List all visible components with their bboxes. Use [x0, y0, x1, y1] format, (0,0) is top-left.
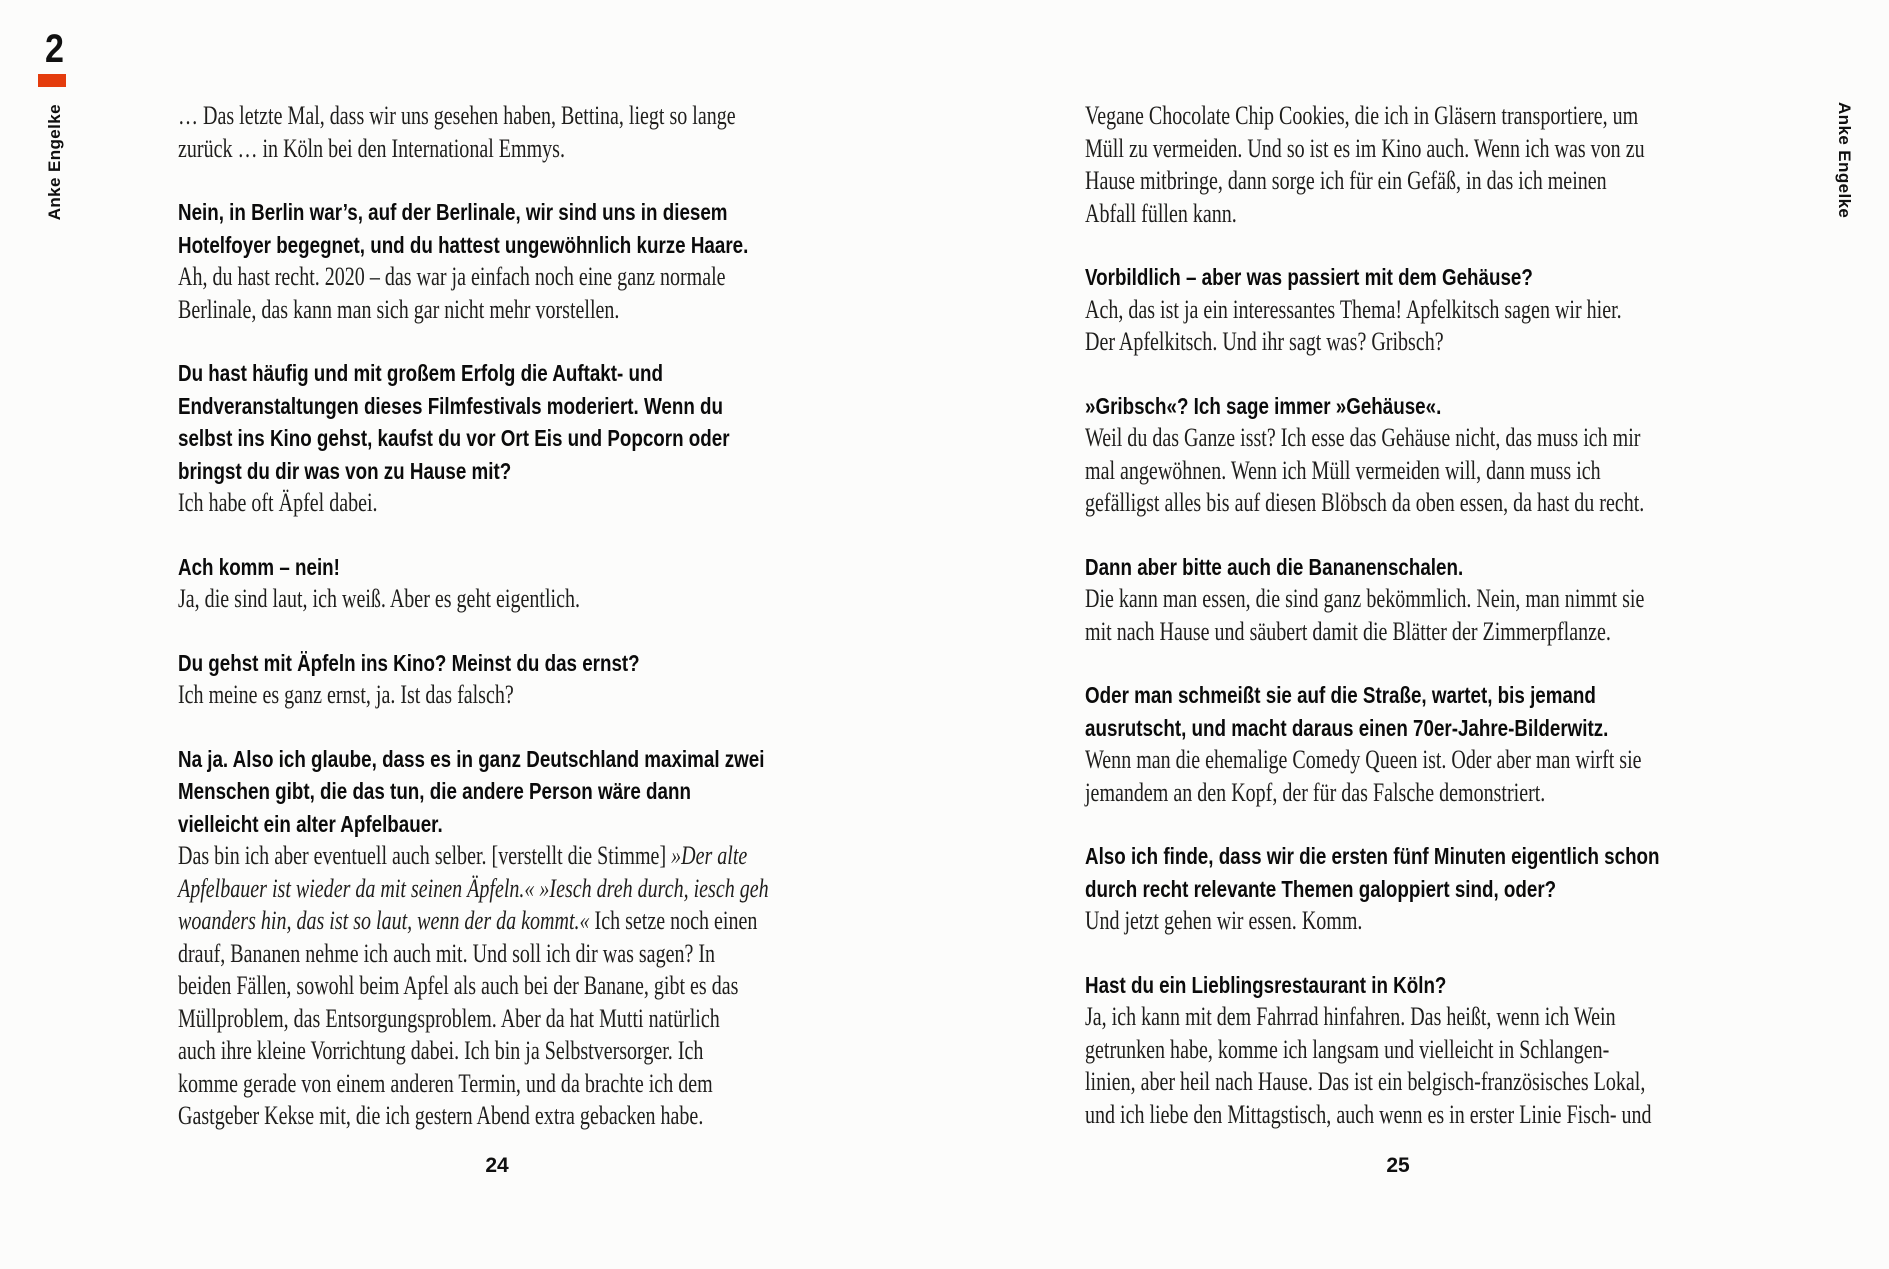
interview-question-line [178, 390, 723, 423]
interview-answer-line [1085, 422, 1641, 455]
interview-answer-line [1085, 294, 1622, 327]
interview-answer-line [1085, 744, 1642, 777]
text-run: Ja, ich kann mit dem Fahrrad hinfahren. Das heißt, wenn ich Wein [1085, 1002, 1616, 1031]
interview-answer-line [178, 679, 677, 712]
text-run: getrunken habe, komme ich langsam und vielleicht in Schlangen- [1085, 1034, 1610, 1064]
text-run: Ach, das ist ja ein interessantes Thema! Apfelkitsch sagen wir hier. [1085, 294, 1622, 324]
interview-question-line [178, 455, 696, 488]
text-run: zurück … in Köln bei den International Emmys. [178, 133, 565, 163]
paragraph [178, 357, 826, 520]
interview-answer-line [178, 873, 769, 906]
text-run: Ja, die sind laut, ich weiß. Aber es geht eigentlich. [178, 584, 580, 613]
interview-question-line [178, 196, 728, 229]
text-run: Das bin ich aber eventuell auch selber. [verstellt die Stimme] [178, 841, 672, 870]
text-run: ausrutscht, und macht daraus einen 70er-Jahre-Bilderwitz. [1085, 714, 1609, 741]
paragraph [1085, 840, 1737, 938]
interview-answer-line [1085, 133, 1645, 166]
interview-answer-line [178, 100, 736, 133]
interview-answer-line [1085, 198, 1587, 231]
text-run: Also ich finde, dass wir die ersten fünf Minuten eigentlich schon [1085, 843, 1660, 869]
interview-question-line [1085, 712, 1607, 745]
interview-question-line [1085, 551, 1607, 584]
text-run: Ah, du hast recht. 2020 – das war ja einfach noch eine ganz normale [178, 262, 726, 291]
interview-answer-line [178, 905, 758, 938]
paragraph [1085, 390, 1737, 520]
text-run: mal angewöhnen. Wenn ich Müll vermeiden will, dann muss ich [1085, 455, 1601, 485]
interview-answer-line [178, 583, 677, 616]
page-number-right: 25 [1386, 1154, 1410, 1177]
interview-answer-line [1085, 1001, 1616, 1034]
paragraph [1085, 551, 1737, 649]
margin-label-right: Anke Engelke [1835, 102, 1854, 219]
interview-answer-line [1085, 1066, 1646, 1099]
text-run: Müllproblem, das Entsorgungsproblem. Aber da hat Mutti natürlich [178, 1003, 720, 1033]
text-run: Ach komm – nein! [178, 553, 340, 580]
paragraph [1085, 261, 1737, 359]
italic-text-run: woanders hin, das ist so laut, wenn der da kommt.« [178, 906, 590, 935]
text-run: Der Apfelkitsch. Und ihr sagt was? Gribsch? [1085, 327, 1444, 356]
page-25-text-column [1085, 100, 1737, 1131]
text-run: Hast du ein Lieblingsrestaurant in Köln? [1085, 971, 1447, 998]
paragraph [1085, 100, 1737, 230]
interview-question-line [178, 422, 730, 455]
text-run: selbst ins Kino gehst, kaufst du vor Ort Eis und Popcorn oder [178, 425, 730, 451]
interview-answer-line [178, 294, 677, 327]
text-run: bringst du dir was von zu Hause mit? [178, 457, 512, 484]
text-run: Vegane Chocolate Chip Cookies, die ich in Gläsern transportiere, um [1085, 101, 1639, 130]
interview-question-line [1085, 261, 1607, 294]
interview-question-line [178, 647, 696, 680]
paragraph [178, 100, 826, 165]
italic-text-run: »Der alte [671, 841, 748, 870]
text-run: Ich habe oft Äpfel dabei. [178, 488, 378, 517]
interview-answer-line [1085, 455, 1601, 488]
text-run: gefälligst alles bis auf diesen Blöbsch da oben essen, da hast du recht. [1085, 488, 1645, 517]
paragraph [178, 196, 826, 326]
interview-answer-line [1085, 165, 1607, 198]
interview-answer-line [1085, 1034, 1610, 1067]
interview-answer-line [178, 1100, 704, 1133]
text-run: Du gehst mit Äpfeln ins Kino? Meinst du das ernst? [178, 649, 640, 676]
text-run: Endveranstaltungen dieses Filmfestivals moderiert. Wenn du [178, 392, 723, 419]
text-run: Und jetzt gehen wir essen. Komm. [1085, 906, 1363, 935]
text-run: Oder man schmeißt sie auf die Straße, wartet, bis jemand [1085, 682, 1596, 708]
text-run: vielleicht ein alter Apfelbauer. [178, 810, 443, 837]
interview-question-line [178, 743, 765, 776]
interview-answer-line [1085, 616, 1611, 649]
interview-answer-line [178, 970, 739, 1003]
margin-label-left: Anke Engelke [45, 104, 64, 221]
interview-answer-line [1085, 487, 1645, 520]
interview-question-line [178, 808, 696, 841]
text-run: drauf, Bananen nehme ich auch mit. Und soll ich dir was sagen? In [178, 938, 716, 968]
paragraph [178, 551, 826, 616]
page-number-left: 24 [485, 1154, 509, 1177]
interview-answer-line [1085, 100, 1639, 133]
interview-answer-line [1085, 326, 1587, 359]
text-run: Weil du das Ganze isst? Ich esse das Gehäuse nicht, das muss ich mir [1085, 423, 1641, 452]
interview-answer-line [1085, 905, 1587, 938]
interview-question-line [1085, 390, 1607, 423]
text-run: Hause mitbringe, dann sorge ich für ein Gefäß, in das ich meinen [1085, 166, 1607, 195]
interview-question-line [1085, 969, 1607, 1002]
text-run: Abfall füllen kann. [1085, 198, 1237, 228]
text-run: Du hast häufig und mit großem Erfolg die Auftakt- und [178, 360, 663, 386]
text-run: Ich meine es ganz ernst, ja. Ist das falsch? [178, 680, 514, 709]
paragraph [178, 743, 826, 1133]
interview-answer-line [1085, 583, 1645, 616]
text-run: Berlinale, das kann man sich gar nicht mehr vorstellen. [178, 294, 620, 324]
interview-answer-line [178, 133, 677, 166]
text-run: linien, aber heil nach Hause. Das ist ein belgisch-französisches Lokal, [1085, 1067, 1646, 1096]
interview-answer-line [178, 1068, 713, 1101]
text-run: und ich liebe den Mittagstisch, auch wenn es in erster Linie Fisch- und [1085, 1099, 1652, 1129]
paragraph [178, 647, 826, 712]
interview-answer-line [178, 487, 677, 520]
text-run: Ich setze noch einen [589, 906, 758, 935]
text-run: Nein, in Berlin war’s, auf der Berlinale, wir sind uns in diesem [178, 199, 728, 225]
interview-question-line [1085, 679, 1607, 712]
chapter-accent-bar [38, 74, 66, 87]
interview-answer-line [178, 261, 726, 294]
text-run: Müll zu vermeiden. Und so ist es im Kino auch. Wenn ich was von zu [1085, 133, 1645, 163]
interview-question-line [178, 775, 696, 808]
interview-answer-line [178, 1035, 704, 1068]
text-run: Na ja. Also ich glaube, dass es in ganz Deutschland maximal zwei [178, 745, 765, 772]
text-run: durch recht relevante Themen galoppiert sind, oder? [1085, 875, 1557, 902]
text-run: Hotelfoyer begegnet, und du hattest ungewöhnlich kurze Haare. [178, 231, 749, 258]
interview-answer-line [178, 938, 716, 971]
text-run: jemandem an den Kopf, der für das Falsche demonstriert. [1085, 777, 1546, 807]
text-run: Wenn man die ehemalige Comedy Queen ist. Oder aber man wirft sie [1085, 745, 1642, 774]
interview-question-line [178, 229, 749, 262]
text-run: mit nach Hause und säubert damit die Blätter der Zimmerpflanze. [1085, 616, 1611, 646]
text-run: auch ihre kleine Vorrichtung dabei. Ich bin ja Selbstversorger. Ich [178, 1036, 704, 1065]
chapter-number: 2 [45, 27, 64, 71]
text-run: beiden Fällen, sowohl beim Apfel als auch bei der Banane, gibt es das [178, 971, 739, 1000]
interview-question-line [1085, 840, 1660, 873]
interview-answer-line [178, 1003, 720, 1036]
text-run: Die kann man essen, die sind ganz bekömmlich. Nein, man nimmt sie [1085, 584, 1645, 613]
page-24-text-column [178, 100, 826, 1133]
text-run: … Das letzte Mal, dass wir uns gesehen haben, Bettina, liegt so lange [178, 101, 736, 130]
interview-question-line [178, 551, 696, 584]
paragraph [1085, 679, 1737, 809]
interview-answer-line [1085, 777, 1587, 810]
interview-question-line [178, 357, 696, 390]
interview-answer-line [178, 840, 748, 873]
interview-question-line [1085, 873, 1607, 906]
italic-text-run: Apfelbauer ist wieder da mit seinen Äpfeln.« »Iesch dreh durch, iesch geh [178, 873, 769, 903]
text-run: Menschen gibt, die das tun, die andere Person wäre dann [178, 778, 691, 804]
paragraph [1085, 969, 1737, 1132]
text-run: Gastgeber Kekse mit, die ich gestern Abend extra gebacken habe. [178, 1101, 704, 1130]
interview-answer-line [1085, 1099, 1652, 1132]
text-run: Vorbildlich – aber was passiert mit dem Gehäuse? [1085, 264, 1533, 290]
text-run: komme gerade von einem anderen Termin, und da brachte ich dem [178, 1068, 713, 1098]
text-run: »Gribsch«? Ich sage immer »Gehäuse«. [1085, 392, 1442, 419]
text-run: Dann aber bitte auch die Bananenschalen. [1085, 553, 1464, 580]
